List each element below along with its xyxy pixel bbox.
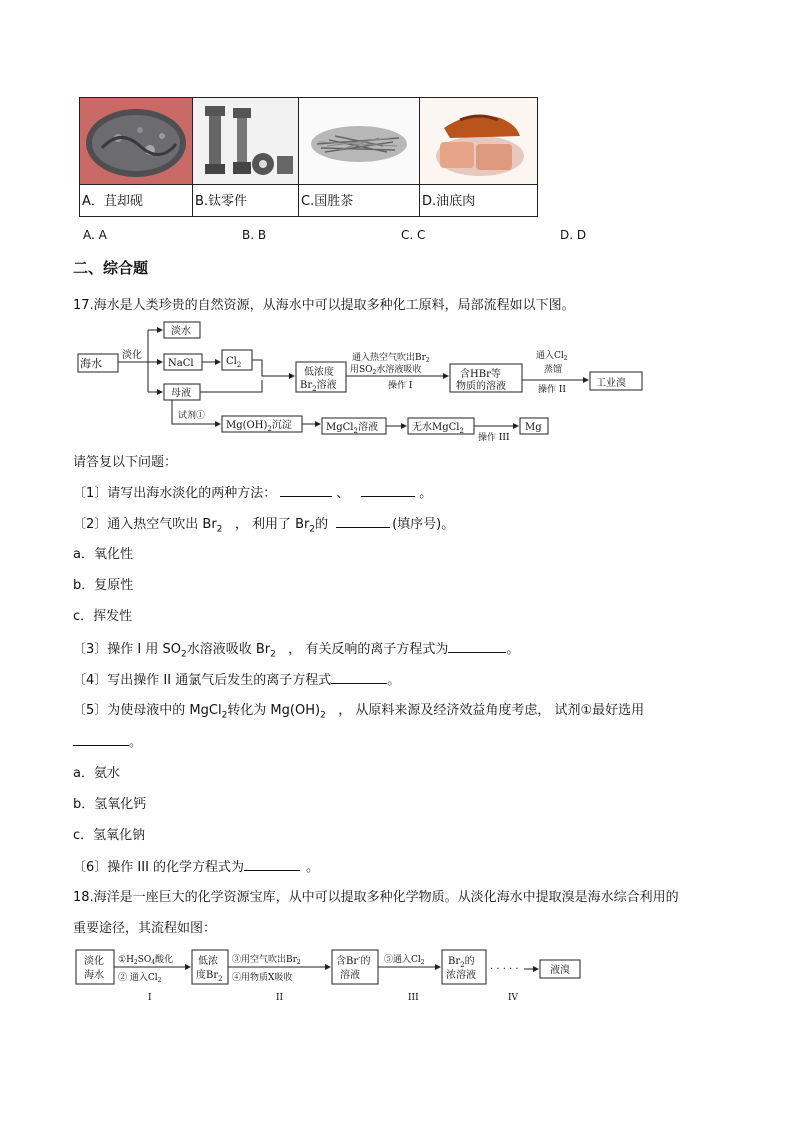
flow-op1: 操作 I [388, 381, 413, 391]
q17-part5-text-c: ， 从原料来源及经济效益角度考虑， 试剂①最好选用 [338, 703, 645, 718]
svg-text:淡化 [122, 348, 142, 361]
q17-part5-text: 〔5〕为使母液中的 MgCl [73, 703, 222, 718]
q18-flow-box3-c: 溶液 [340, 970, 360, 981]
option-a-caption: A．苴却砚 [82, 194, 143, 209]
option-c-caption: C.国胜茶 [301, 194, 354, 209]
svg-text:含HBr等 [460, 367, 501, 380]
q17-part1-text: 〔1〕请写出海水淡化的两种方法： [73, 486, 277, 501]
q17-part2 [73, 515, 454, 539]
q18-flow-box3-a: 含Br [336, 956, 359, 967]
q18-flow-box1-b: 海水 [84, 970, 104, 981]
q18-flow-box3-b: 的 [360, 956, 371, 967]
svg-text:· · · · · [490, 964, 519, 975]
q17-part4-text: 〔4〕写出操作 II 通氯气后发生的离子方程式 [73, 673, 332, 688]
flow-pass-cl2-sub: 2 [563, 355, 568, 362]
flow-anhydrous: 无水MgCl [412, 422, 460, 433]
q18-flow-box2-a: 低浓 [198, 956, 218, 967]
flow-mgoh2: Mg(OH) [226, 420, 268, 431]
q18-flow-box4-c: 浓溶液 [446, 970, 476, 981]
answer-blank[interactable] [73, 733, 129, 746]
q17-part2-sub2: 2 [309, 524, 316, 535]
option-d-caption: D.油底肉 [422, 194, 476, 209]
q17-part2-text-d: (填序号)。 [392, 517, 455, 532]
flow-reagent: 试剂① [178, 411, 206, 421]
q17-prompt: 请答复以下问题： [73, 455, 178, 470]
q18-flow-step4: ④用物质X吸收 [232, 973, 293, 983]
svg-text:海水 [84, 968, 104, 981]
q17-stem: 17.海水是人类珍贵的自然资源，从海水中可以提取多种化工原料，局部流程如以下图。 [73, 298, 575, 313]
q17-part6-text: 〔6〕操作 III 的化学方程式为 [73, 860, 245, 875]
q18-flow-box2-sub: 2 [218, 975, 223, 983]
q18-flow-step5: ⑤通入Cl [384, 955, 421, 965]
q18-flow-box4-b: 的 [464, 956, 475, 967]
option-a-cell [80, 98, 193, 216]
q17-part3-sub: 2 [181, 649, 187, 660]
q17-p5-option-c: c．氢氧化钠 [73, 828, 146, 843]
flow-distill: 蒸馏 [544, 365, 563, 375]
choice-c[interactable]: C. C [401, 228, 426, 242]
q18-flow-step2-sub: 2 [157, 977, 162, 984]
svg-text:海水 [80, 356, 102, 370]
q17-part4 [73, 671, 400, 690]
svg-text:用SO2水溶液吸收 [350, 363, 421, 376]
answer-blank[interactable] [244, 858, 300, 871]
tea-leaves-image [299, 98, 419, 185]
q18-flow-step3-sub: 2 [296, 959, 301, 966]
flow-blow-1-sub: 2 [425, 357, 430, 364]
pork-image [420, 98, 537, 185]
flow-mgoh2-precip: 沉淀 [271, 420, 292, 431]
svg-text:IV [508, 993, 519, 1003]
svg-text:淡水 [171, 324, 191, 337]
svg-text:无水MgCl2 [412, 420, 464, 435]
svg-text:淡化 [84, 954, 104, 967]
svg-text:⑤通入Cl2 [384, 953, 425, 966]
flow-seawater: 海水 [80, 357, 102, 370]
svg-text:液溴 [550, 963, 570, 976]
svg-text:Br2溶液 [300, 378, 337, 393]
q17-p5-option-a: a．氨水 [73, 766, 120, 781]
svg-text:试剂① [178, 409, 205, 421]
svg-text:Br2的 [448, 955, 475, 969]
q17-part4-end: 。 [387, 673, 401, 688]
flow-low-br-solution: 溶液 [316, 380, 337, 391]
flow-blow-2-absorb: 水溶液吸收 [376, 365, 422, 375]
q18-flow-stage3: III [408, 993, 419, 1003]
q18-stem-line2: 重要途径，其流程如图： [73, 921, 217, 936]
q17-part3-end: 。 [506, 642, 520, 657]
q17-part1-end: 。 [419, 486, 433, 501]
titanium-parts-image [193, 98, 298, 185]
q18-flow-stage4: IV [508, 993, 519, 1003]
q17-flowchart [72, 320, 648, 444]
flow-hbr-1: 含HBr等 [460, 369, 501, 380]
q18-flow-step1-b: SO [137, 955, 152, 965]
svg-text:② 通入Cl2 [118, 971, 162, 984]
answer-blank[interactable] [448, 640, 506, 653]
flow-nacl: NaCl [168, 358, 194, 369]
svg-text:度Br2 [196, 968, 223, 983]
svg-text:MgCl2溶液 [326, 420, 378, 435]
flow-low-br-sub: 2 [312, 385, 317, 393]
flow-mgcl2: MgCl [326, 422, 354, 433]
flow-industrial-br: 工业溴 [596, 378, 626, 389]
q18-flow-box2-b: 度Br [196, 970, 219, 981]
q17-part2-text: 〔2〕通入热空气吹出 Br [73, 517, 217, 532]
option-c-cell [299, 98, 420, 216]
flow-fresh-water: 淡水 [171, 326, 191, 337]
svg-text:操作 III [478, 431, 510, 443]
q17-part2-text-b: ， 利用了 Br [234, 517, 310, 532]
svg-text:操作 I [388, 379, 413, 391]
svg-text:工业溴 [596, 376, 626, 389]
flow-blow-2-sub: 2 [372, 369, 377, 376]
svg-text:操作 II [538, 383, 566, 395]
q18-flow-dots: · · · · · [490, 964, 519, 975]
flow-mgcl2-solution: 溶液 [357, 422, 378, 433]
q18-flow-stage1: I [148, 993, 152, 1003]
q17-p2-option-a: a．氧化性 [73, 547, 133, 562]
choice-b[interactable]: B. B [242, 228, 267, 242]
svg-text:母液 [171, 386, 191, 399]
svg-text:I [148, 993, 152, 1003]
options-image-table [79, 97, 538, 217]
flow-mgcl2-sub: 2 [353, 427, 358, 435]
q18-flow-box4-sub: 2 [460, 961, 465, 969]
svg-text:浓溶液 [446, 968, 476, 981]
q17-part5-sub: 2 [221, 710, 228, 721]
flow-mother-liquor: 母液 [171, 388, 191, 399]
flow-blow-2: 用SO [350, 365, 373, 375]
q18-flow-step1-sub2: 4 [151, 959, 156, 966]
svg-text:通入Cl2 [536, 349, 568, 362]
q17-p2-option-b: b．复原性 [73, 578, 134, 593]
q18-flowchart [72, 946, 588, 1006]
flow-low-br-1: 低浓度 [304, 367, 334, 378]
svg-text:NaCl [168, 358, 194, 369]
svg-text:③用空气吹出Br2 [232, 953, 301, 966]
q17-part3-sub2: 2 [270, 649, 276, 660]
flow-pass-cl2: 通入Cl [536, 351, 564, 361]
svg-text:④用物质X吸收 [232, 971, 292, 983]
q18-flow-step5-sub: 2 [420, 959, 425, 966]
q18-flow-stage2: II [276, 993, 284, 1003]
svg-text:低浓 [198, 954, 218, 967]
q17-p5-option-b: b．氢氧化钙 [73, 797, 147, 812]
q17-part5 [73, 702, 644, 725]
q18-flow-box3-sup: - [358, 954, 361, 962]
q17-part5-line2 [73, 733, 142, 752]
svg-text:物质的溶液 [456, 379, 506, 392]
q18-flow-box5: 液溴 [550, 965, 570, 976]
flow-op3: 操作 III [478, 433, 510, 443]
q17-part3 [73, 640, 519, 664]
q18-flow-step1-sub: 2 [133, 959, 138, 966]
q18-flow-box4-a: Br [448, 956, 461, 967]
answer-blank[interactable] [361, 484, 415, 497]
flow-desalinate: 淡化 [122, 350, 142, 361]
svg-text:Mg [525, 422, 542, 433]
svg-text:Mg(OH)2沉淀 [226, 418, 292, 433]
svg-text:通入热空气吹出Br2 [352, 351, 430, 364]
q17-part5-text-b: 转化为 Mg(OH) [227, 703, 321, 718]
svg-text:低浓度 [304, 365, 334, 378]
answer-blank[interactable] [336, 515, 390, 528]
q17-part5-sub2: 2 [320, 710, 326, 721]
q18-flow-step1: ①H [118, 955, 134, 965]
svg-text:Cl2 [226, 356, 241, 369]
svg-text:含Br-的 [336, 954, 371, 967]
q17-part3-text: 〔3〕操作 I 用 SO [73, 642, 181, 657]
q17-part5-end: 。 [129, 735, 143, 750]
q17-p2-option-c: c．挥发性 [73, 609, 133, 624]
q18-flow-step2: ② 通入Cl [118, 973, 158, 983]
q17-part2-text-c: 的 [315, 517, 329, 532]
svg-text:III [408, 993, 419, 1003]
inkstone-image [80, 98, 192, 185]
q18-flow-step1-c: 酸化 [155, 955, 174, 965]
q17-part3-text-c: ， 有关反响的离子方程式为 [288, 642, 449, 657]
flow-cl2-sub: 2 [236, 361, 242, 369]
answer-blank[interactable] [280, 484, 332, 497]
q18-flow-step3: ③用空气吹出Br [232, 955, 297, 965]
option-b-caption: B.钛零件 [195, 194, 248, 209]
choice-a[interactable]: A. A [83, 228, 107, 242]
flow-mg: Mg [525, 422, 542, 433]
flow-anhydrous-sub: 2 [459, 427, 464, 435]
flow-blow-1: 通入热空气吹出Br [352, 353, 426, 363]
flow-cl2: Cl [226, 356, 237, 367]
flow-low-br-2: Br [300, 380, 313, 391]
q17-part6 [73, 858, 319, 877]
q18-stem-line1: 18.海洋是一座巨大的化学资源宝库，从中可以提取多种化学物质。从淡化海水中提取溴是海水综合利用的 [73, 890, 679, 905]
section-heading: 二、综合题 [73, 259, 149, 277]
svg-text:①H2SO4酸化 [118, 953, 173, 966]
q17-part3-text-b: 水溶液吸收 Br [186, 642, 271, 657]
flow-mgoh2-sub: 2 [267, 425, 272, 433]
option-d-cell [420, 98, 537, 216]
q17-part2-sub: 2 [216, 524, 223, 535]
answer-blank[interactable] [331, 671, 387, 684]
q17-part1-sep: 、 [336, 486, 350, 501]
q17-part6-end: 。 [306, 860, 320, 875]
svg-text:溶液 [340, 968, 360, 981]
q17-part1 [73, 484, 432, 503]
svg-text:II [276, 993, 284, 1003]
option-b-cell [193, 98, 299, 216]
q18-flow-box1-a: 淡化 [84, 956, 104, 967]
flow-hbr-2: 物质的溶液 [456, 381, 506, 392]
svg-text:蒸馏 [544, 363, 562, 375]
choice-d[interactable]: D. D [560, 228, 587, 242]
flow-op2: 操作 II [538, 385, 566, 395]
